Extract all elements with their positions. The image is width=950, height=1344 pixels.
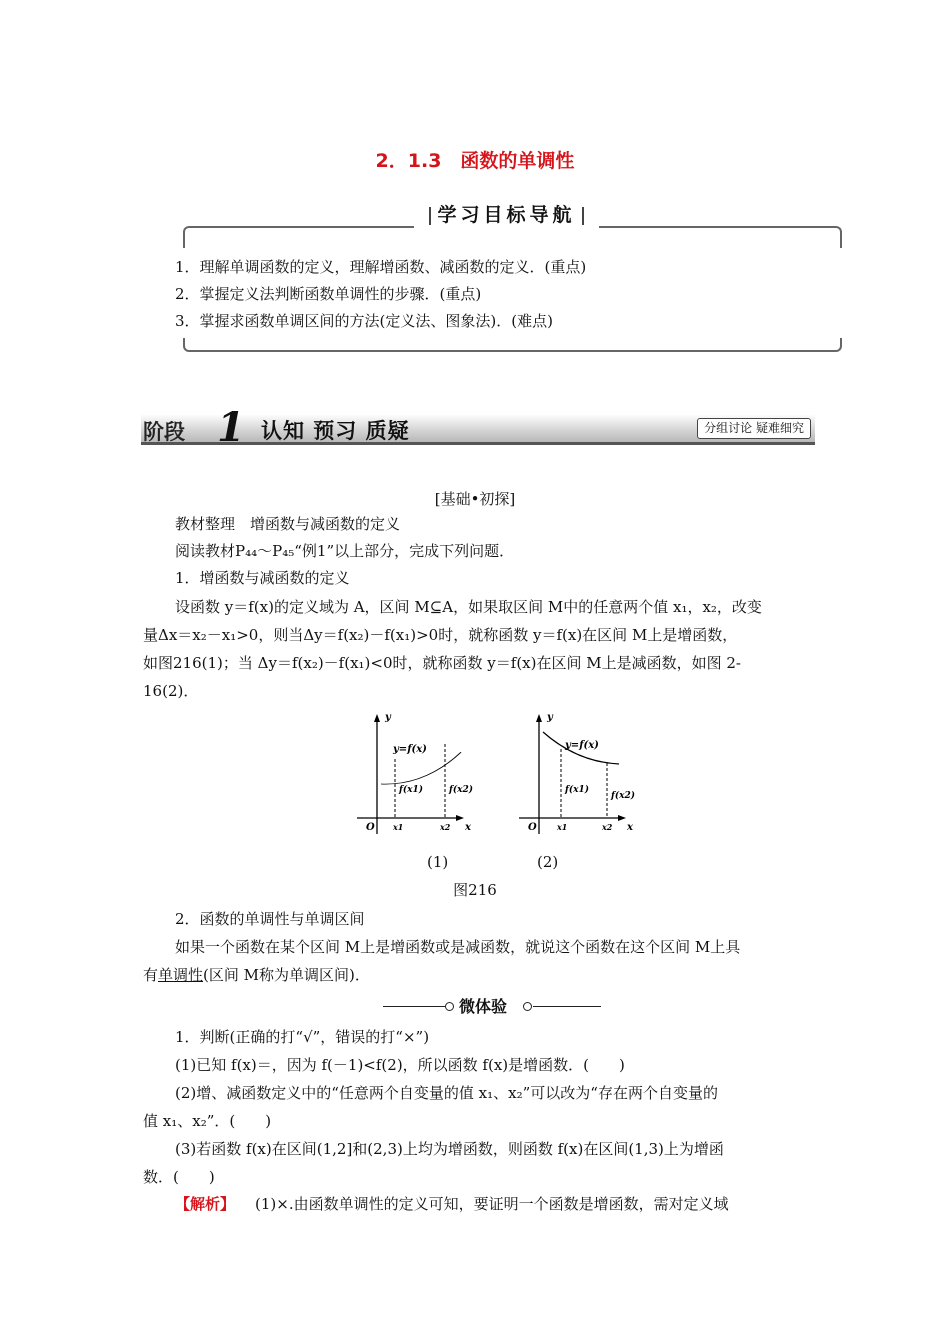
monotonic-line-2-b: (区间 M称为单调区间)． xyxy=(203,966,370,984)
practice-dot-left xyxy=(445,1002,454,1011)
fx1-label: f(x1) xyxy=(399,785,424,795)
x1-label: x1 xyxy=(557,822,568,832)
monotonic-line-2-a: 有 xyxy=(143,966,159,984)
practice-rule-right xyxy=(533,1006,601,1007)
x2-label: x2 xyxy=(602,822,613,832)
fx-label: y=f(x) xyxy=(565,740,599,751)
heading-bar-left xyxy=(429,207,431,225)
page-title: 2．1.3 函数的单调性 xyxy=(375,150,575,172)
y-label: y xyxy=(385,712,391,723)
fx2-label: f(x2) xyxy=(611,791,636,801)
x2-label: x2 xyxy=(440,822,451,832)
monotonic-line-1: 如果一个函数在某个区间 M上是增函数或是减函数，就说这个函数在这个区间 M上具 xyxy=(175,938,741,956)
stage-tag: 分组讨论 疑难细究 xyxy=(697,418,811,439)
objective-item-2: 2．掌握定义法判断函数单调性的步骤．(重点) xyxy=(175,285,482,303)
increasing-curve xyxy=(381,752,461,784)
y-axis-arrow xyxy=(374,714,380,722)
monotonic-term: 单调性 xyxy=(158,966,204,984)
practice-question-2a: (2)增、减函数定义中的“任意两个自变量的值 x₁、x₂”可以改为“存在两个自变量的 xyxy=(175,1084,718,1102)
objectives-heading xyxy=(414,200,599,230)
monotonic-line-2 xyxy=(143,964,370,986)
objective-item-3: 3．掌握求函数单调区间的方法(定义法、图象法)．(难点) xyxy=(175,312,553,330)
figure-label-1: (1) xyxy=(427,853,449,871)
origin-label: O xyxy=(366,822,375,833)
objectives-frame-bottom xyxy=(183,338,842,352)
x-label: x xyxy=(627,822,633,833)
stage-number: 1 xyxy=(217,404,245,451)
stage-label: 阶段 xyxy=(143,420,185,444)
figure-increasing xyxy=(355,712,480,840)
x-axis-arrow xyxy=(456,815,464,821)
analysis-label: 【解析】 xyxy=(175,1195,236,1213)
practice-rule-left xyxy=(383,1006,445,1007)
y-axis-arrow xyxy=(536,714,542,722)
x1-label: x1 xyxy=(393,822,404,832)
practice-question-3b: 数．( ) xyxy=(143,1168,215,1186)
fx2-label: f(x2) xyxy=(449,785,474,795)
practice-question-1: (1)已知 f(x)＝，因为 f(－1)<f(2)，所以函数 f(x)是增函数．( ) xyxy=(175,1056,625,1074)
figure-caption: 图216 xyxy=(453,881,497,899)
analysis-line xyxy=(175,1193,729,1215)
material-heading: 教材整理 增函数与减函数的定义 xyxy=(175,515,401,533)
definition-line-4: 16(2)． xyxy=(143,682,199,700)
heading-bar-right xyxy=(582,207,584,225)
practice-dot-right xyxy=(523,1002,532,1011)
practice-question-3a: (3)若函数 f(x)在区间(1,2]和(2,3)上均为增函数，则函数 f(x)在区间(1,3)上为增函 xyxy=(175,1140,724,1158)
reading-instruction: 阅读教材P₄₄～P₄₅“例1”以上部分，完成下列问题． xyxy=(175,542,515,560)
stage-banner xyxy=(141,404,815,451)
definition-line-3: 如图216(1)；当 Δy＝f(x₂)－f(x₁)<0时，就称函数 y＝f(x)在区间 M上是减函数，如图 2- xyxy=(143,654,741,672)
origin-label: O xyxy=(528,822,537,833)
objectives-heading-text: 学习目标导航 xyxy=(437,204,576,226)
practice-question-2b: 值 x₁、x₂”．( ) xyxy=(143,1112,272,1130)
analysis-text: (1)×.由函数单调性的定义可知，要证明一个函数是增函数，需对定义域 xyxy=(255,1195,729,1213)
objective-item-1: 1．理解单调函数的定义，理解增函数、减函数的定义．(重点) xyxy=(175,258,587,276)
practice-heading-text: 微体验 xyxy=(459,997,508,1016)
fx1-label: f(x1) xyxy=(565,785,590,795)
x-axis-arrow xyxy=(618,815,626,821)
y-label: y xyxy=(547,712,553,723)
stage-title: 认知 预习 质疑 xyxy=(261,419,410,443)
definition-line-1: 设函数 y＝f(x)的定义域为 A，区间 M⊆A，如果取区间 M中的任意两个值 x₁，x₂，改变 xyxy=(175,598,762,616)
figure-decreasing xyxy=(517,712,642,840)
subheading-2: 2．函数的单调性与单调区间 xyxy=(175,910,365,928)
section-tag: [基础•初探] xyxy=(434,490,516,508)
subheading-1: 1．增函数与减函数的定义 xyxy=(175,569,350,587)
practice-intro: 1．判断(正确的打“√”，错误的打“×”) xyxy=(175,1028,430,1046)
x-label: x xyxy=(465,822,471,833)
definition-line-2: 量Δx＝x₂－x₁>0，则当Δy＝f(x₂)－f(x₁)>0时，就称函数 y＝f(x)在区间 M上是增函数， xyxy=(143,626,738,644)
figure-label-2: (2) xyxy=(537,853,559,871)
practice-heading xyxy=(383,996,603,1018)
fx-label: y=f(x) xyxy=(393,744,427,755)
